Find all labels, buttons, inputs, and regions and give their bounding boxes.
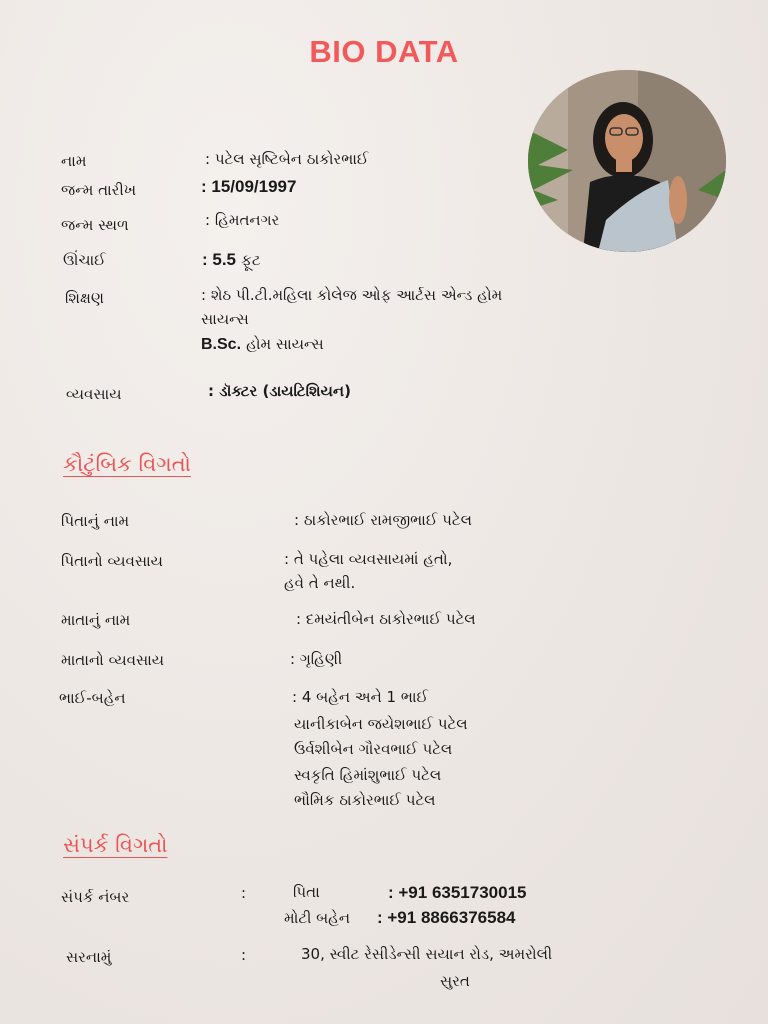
pob-label: જન્મ સ્થળ <box>61 216 129 234</box>
height-value <box>202 250 261 270</box>
portrait-image <box>528 70 726 252</box>
address-line1: 30, સ્વીટ રેસીડેન્સી સયાન રોડ, અમરોલી <box>301 945 553 963</box>
pob-value: : હિમતનગર <box>205 211 280 229</box>
father-phone-value: : +91 6351730015 <box>388 883 527 902</box>
name-label: નામ <box>61 152 87 170</box>
father-phone-label: પિતા <box>293 883 320 901</box>
height-label: ઊંચાઈ <box>63 251 106 269</box>
phone-label: સંપર્ક નંબર <box>61 888 130 906</box>
father-name-value: : ઠાકોરભાઈ રામજીભાઈ પટેલ <box>294 511 472 529</box>
family-heading: કૌટુંબિક વિગતો <box>63 452 191 476</box>
father-occupation-label: પિતાનો વ્યવસાય <box>61 552 163 570</box>
sibling-item: ભૌમિક ઠાકોરભાઈ પટેલ <box>294 791 436 809</box>
degree-subject: હોમ સાયન્સ <box>246 335 324 353</box>
mother-occupation-label: માતાનો વ્યવસાય <box>61 651 165 669</box>
mother-name-label: માતાનું નામ <box>61 611 131 629</box>
name-value: : પટેલ સૃષ્ટિબેન ઠાકોરભાઈ <box>205 150 369 168</box>
height-unit: ફૂટ <box>241 251 261 269</box>
occupation-label: વ્યવસાય <box>66 385 122 403</box>
address-colon: : <box>241 946 247 964</box>
sibling-item: ઉર્વશીબેન ગૌરવભાઈ પટેલ <box>294 740 453 758</box>
dob-label: જન્મ તારીખ <box>61 181 137 199</box>
occupation-value: : ડૉક્ટર (ડાયટિશિયન) <box>208 382 351 400</box>
education-line1: : શેઠ પી.ટી.મહિલા કોલેજ ઓફ આર્ટસ એન્ડ હોમ <box>201 286 503 304</box>
degree-abbrev: B.Sc. <box>201 336 242 353</box>
father-occupation-line2: હવે તે નથી. <box>284 574 356 592</box>
sister-phone-value: : +91 8866376584 <box>377 908 516 927</box>
father-occupation-line1: : તે પહેલા વ્યવસાયમાં હતો, <box>284 550 453 568</box>
education-label: શિક્ષણ <box>65 289 104 307</box>
sibling-item: યાનીકાબેન જયેશભાઈ પટેલ <box>294 715 468 733</box>
dob-value: : 15/09/1997 <box>201 177 297 196</box>
father-name-label: પિતાનું નામ <box>61 512 130 530</box>
page-title: BIO DATA <box>309 34 459 69</box>
height-number: : 5.5 <box>202 250 237 269</box>
education-line2: સાયન્સ <box>201 310 249 328</box>
address-line2: સુરત <box>440 972 470 990</box>
phone-colon: : <box>241 884 247 902</box>
profile-photo <box>528 70 726 252</box>
sibling-item: સ્વકૃતિ હિમાંશુભાઈ પટેલ <box>294 766 442 784</box>
sister-phone-label: મોટી બહેન <box>284 909 351 927</box>
mother-name-value: : દમયંતીબેન ઠાકોરભાઈ પટેલ <box>296 610 476 628</box>
address-label: સરનામું <box>66 948 112 966</box>
contact-heading: સંપર્ક વિગતો <box>63 833 168 857</box>
siblings-label: ભાઈ-બહેન <box>59 689 126 707</box>
siblings-summary: : 4 બહેન અને 1 ભાઈ <box>292 688 429 706</box>
mother-occupation-value: : ગૃહિણી <box>290 650 343 668</box>
education-degree <box>201 334 324 354</box>
